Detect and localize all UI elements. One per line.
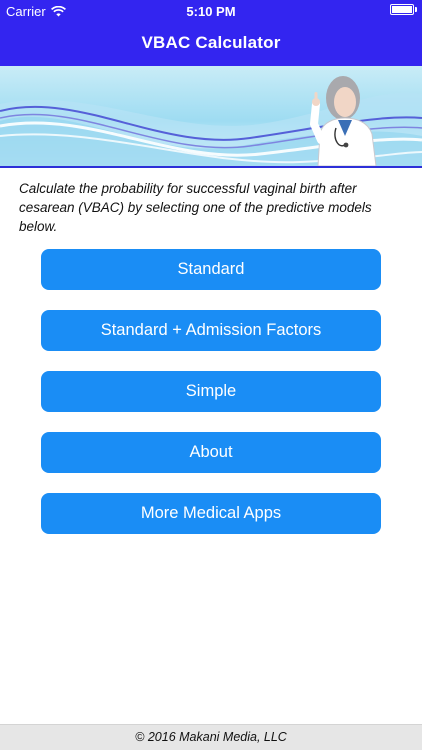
model-menu — [41, 249, 381, 554]
battery-icon — [390, 4, 414, 15]
status-time: 5:10 PM — [186, 4, 236, 19]
page-title: VBAC Calculator — [141, 33, 281, 52]
status-bar — [0, 0, 422, 22]
standard-admission-factors-button[interactable]: Standard + Admission Factors — [41, 310, 381, 351]
standard-button[interactable]: Standard — [41, 249, 381, 290]
doctor-illustration — [0, 66, 422, 166]
intro-text: Calculate the probability for successful vaginal birth after cesarean (VBAC) by selecting one of the predictive models below. — [19, 181, 372, 234]
navigation-bar — [0, 0, 422, 66]
header-banner — [0, 66, 422, 168]
carrier-label: Carrier — [6, 4, 46, 19]
status-right — [390, 4, 414, 15]
simple-button[interactable]: Simple — [41, 371, 381, 412]
copyright-footer: © 2016 Makani Media, LLC — [0, 724, 422, 750]
more-medical-apps-button[interactable]: More Medical Apps — [41, 493, 381, 534]
about-button[interactable]: About — [41, 432, 381, 473]
